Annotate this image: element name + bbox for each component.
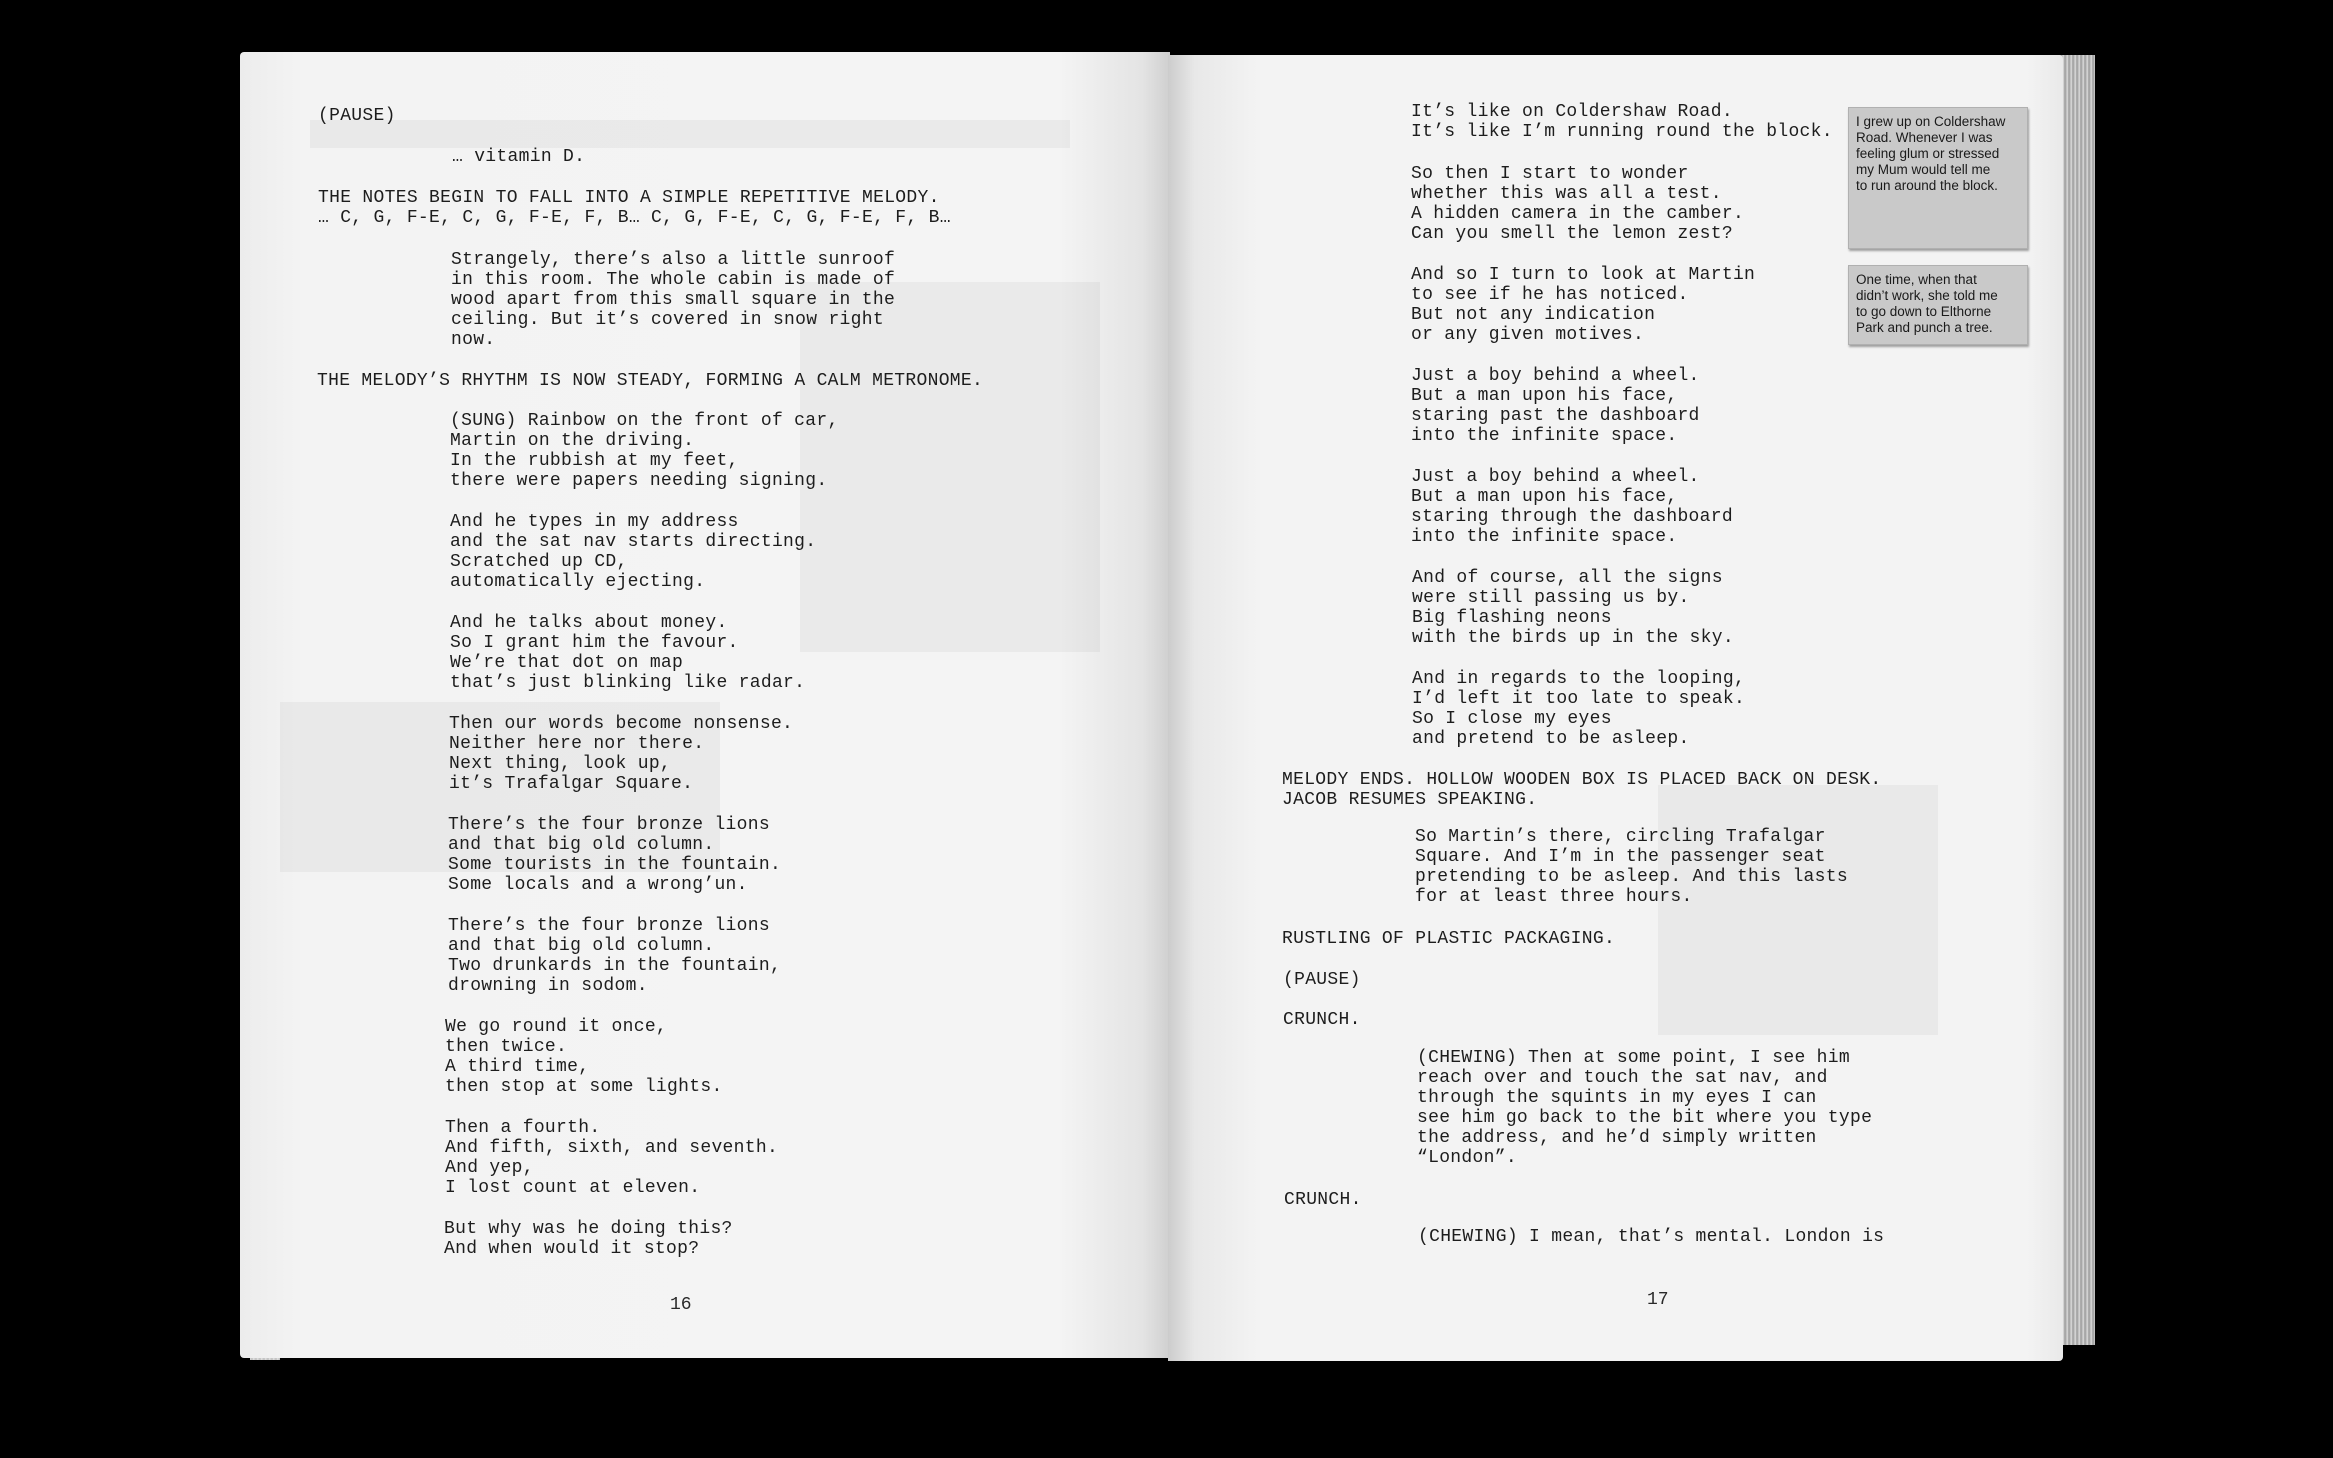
dialogue-line: And yep, (445, 1158, 534, 1178)
stage-direction: CRUNCH. (1283, 1010, 1361, 1030)
dialogue-line: Two drunkards in the fountain, (448, 956, 782, 976)
dialogue-line: “London”. (1417, 1148, 1517, 1168)
dialogue-line: We go round it once, (445, 1017, 668, 1037)
dialogue-line: into the infinite space. (1411, 527, 1678, 547)
dialogue-line: staring through the dashboard (1411, 507, 1733, 527)
dialogue-line: then stop at some lights. (445, 1077, 723, 1097)
dialogue-line: staring past the dashboard (1411, 406, 1700, 426)
dialogue-line: pretending to be asleep. And this lasts (1415, 867, 1848, 887)
dialogue-line: and that big old column. (448, 936, 715, 956)
dialogue-line: And so I turn to look at Martin (1411, 265, 1756, 285)
margin-note-line: Road. Whenever I was (1856, 130, 1993, 145)
dialogue-line: But a man upon his face, (1411, 487, 1678, 507)
dialogue-line: and pretend to be asleep. (1412, 729, 1690, 749)
margin-note-line: my Mum would tell me (1856, 162, 1991, 177)
show-through-shadow (1658, 785, 1938, 1035)
dialogue-line: Some locals and a wrong’un. (448, 875, 748, 895)
stage-direction: CRUNCH. (1284, 1190, 1362, 1210)
dialogue-line: In the rubbish at my feet, (450, 451, 739, 471)
dialogue-line: now. (451, 330, 496, 350)
dialogue-line: wood apart from this small square in the (451, 290, 896, 310)
dialogue-line: Can you smell the lemon zest? (1411, 224, 1733, 244)
page-number: 16 (670, 1295, 692, 1315)
dialogue-line: reach over and touch the sat nav, and (1417, 1068, 1828, 1088)
dialogue-line: And he talks about money. (450, 613, 728, 633)
dialogue-line: (CHEWING) Then at some point, I see him (1417, 1048, 1850, 1068)
dialogue-line: So I close my eyes (1412, 709, 1612, 729)
margin-note-line: to run around the block. (1856, 178, 1998, 193)
dialogue-line: or any given motives. (1411, 325, 1645, 345)
dialogue-line: whether this was all a test. (1411, 184, 1722, 204)
left-page (240, 52, 1170, 1358)
dialogue-line: (CHEWING) I mean, that’s mental. London is (1418, 1227, 1885, 1247)
dialogue-line: There’s the four bronze lions (448, 815, 770, 835)
dialogue-line: A third time, (445, 1057, 590, 1077)
dialogue-line: there were papers needing signing. (450, 471, 828, 491)
dialogue-line: Next thing, look up, (449, 754, 672, 774)
dialogue-line: There’s the four bronze lions (448, 916, 770, 936)
dialogue-line: through the squints in my eyes I can (1417, 1088, 1817, 1108)
margin-note-line: Park and punch a tree. (1856, 320, 1993, 335)
show-through-shadow (310, 120, 1070, 148)
dialogue-line: But not any indication (1411, 305, 1656, 325)
dialogue-line: were still passing us by. (1412, 588, 1690, 608)
dialogue-line: So I grant him the favour. (450, 633, 739, 653)
dialogue-line: in this room. The whole cabin is made of (451, 270, 896, 290)
dialogue-line: Square. And I’m in the passenger seat (1415, 847, 1826, 867)
dialogue-line: then twice. (445, 1037, 568, 1057)
dialogue-line: the address, and he’d simply written (1417, 1128, 1817, 1148)
stage-direction: (PAUSE) (1283, 970, 1361, 990)
dialogue-line: (SUNG) Rainbow on the front of car, (450, 411, 839, 431)
dialogue-line: It’s like on Coldershaw Road. (1411, 102, 1733, 122)
dialogue-line: Neither here nor there. (449, 734, 705, 754)
dialogue-line: And of course, all the signs (1412, 568, 1723, 588)
dialogue-line: And when would it stop? (444, 1239, 700, 1259)
dialogue-line: A hidden camera in the camber. (1411, 204, 1745, 224)
show-through-shadow (800, 282, 1100, 652)
right-page (1168, 55, 2063, 1361)
stage-direction: (PAUSE) (318, 106, 396, 126)
margin-note-line: I grew up on Coldershaw (1856, 114, 2006, 129)
stage-direction: RUSTLING OF PLASTIC PACKAGING. (1282, 929, 1616, 949)
dialogue-line: I lost count at eleven. (445, 1178, 701, 1198)
stage-direction: THE MELODY’S RHYTHM IS NOW STEADY, FORMING A CALM METRONOME. (317, 371, 984, 391)
margin-note (1848, 107, 2028, 249)
dialogue-line: with the birds up in the sky. (1412, 628, 1734, 648)
dialogue-line: Then our words become nonsense. (449, 714, 794, 734)
dialogue-line: drowning in sodom. (448, 976, 648, 996)
dialogue-line: But why was he doing this? (444, 1219, 733, 1239)
margin-note-line: to go down to Elthorne (1856, 304, 1992, 319)
dialogue-line: into the infinite space. (1411, 426, 1678, 446)
dialogue-line: I’d left it too late to speak. (1412, 689, 1746, 709)
page-number: 17 (1647, 1290, 1669, 1310)
dialogue-line: to see if he has noticed. (1411, 285, 1689, 305)
dialogue-line: So Martin’s there, circling Trafalgar (1415, 827, 1826, 847)
stage-direction: THE NOTES BEGIN TO FALL INTO A SIMPLE REPETITIVE MELODY. (318, 188, 940, 208)
dialogue-line: Some tourists in the fountain. (448, 855, 782, 875)
stage-direction: MELODY ENDS. HOLLOW WOODEN BOX IS PLACED BACK ON DESK. (1282, 770, 1882, 790)
dialogue-line: Big flashing neons (1412, 608, 1612, 628)
dialogue-line: it’s Trafalgar Square. (449, 774, 694, 794)
dialogue-line: It’s like I’m running round the block. (1411, 122, 1833, 142)
dialogue-line: So then I start to wonder (1411, 164, 1689, 184)
dialogue-line: But a man upon his face, (1411, 386, 1678, 406)
dialogue-line: Scratched up CD, (450, 552, 628, 572)
dialogue-line: automatically ejecting. (450, 572, 706, 592)
dialogue-line: And in regards to the looping, (1412, 669, 1746, 689)
dialogue-line: Just a boy behind a wheel. (1411, 467, 1700, 487)
dialogue-line: that’s just blinking like radar. (450, 673, 806, 693)
dialogue-line: And fifth, sixth, and seventh. (445, 1138, 779, 1158)
dialogue-line: Just a boy behind a wheel. (1411, 366, 1700, 386)
margin-note (1848, 265, 2028, 345)
dialogue-line: see him go back to the bit where you type (1417, 1108, 1873, 1128)
dialogue-line: We’re that dot on map (450, 653, 684, 673)
dialogue-line: and that big old column. (448, 835, 715, 855)
stage-direction: JACOB RESUMES SPEAKING. (1282, 790, 1538, 810)
margin-note-line: didn’t work, she told me (1856, 288, 1998, 303)
dialogue-line: Then a fourth. (445, 1118, 601, 1138)
stage-direction: … C, G, F-E, C, G, F-E, F, B… C, G, F-E, C, G, F-E, F, B… (318, 208, 951, 228)
dialogue-line: … vitamin D. (452, 147, 586, 167)
dialogue-line: and the sat nav starts directing. (450, 532, 817, 552)
dialogue-line: Martin on the driving. (450, 431, 695, 451)
margin-note-line: One time, when that (1856, 272, 1977, 287)
dialogue-line: for at least three hours. (1415, 887, 1693, 907)
dialogue-line: And he types in my address (450, 512, 739, 532)
dialogue-line: ceiling. But it’s covered in snow right (451, 310, 884, 330)
dialogue-line: Strangely, there’s also a little sunroof (451, 250, 896, 270)
margin-note-line: feeling glum or stressed (1856, 146, 2000, 161)
